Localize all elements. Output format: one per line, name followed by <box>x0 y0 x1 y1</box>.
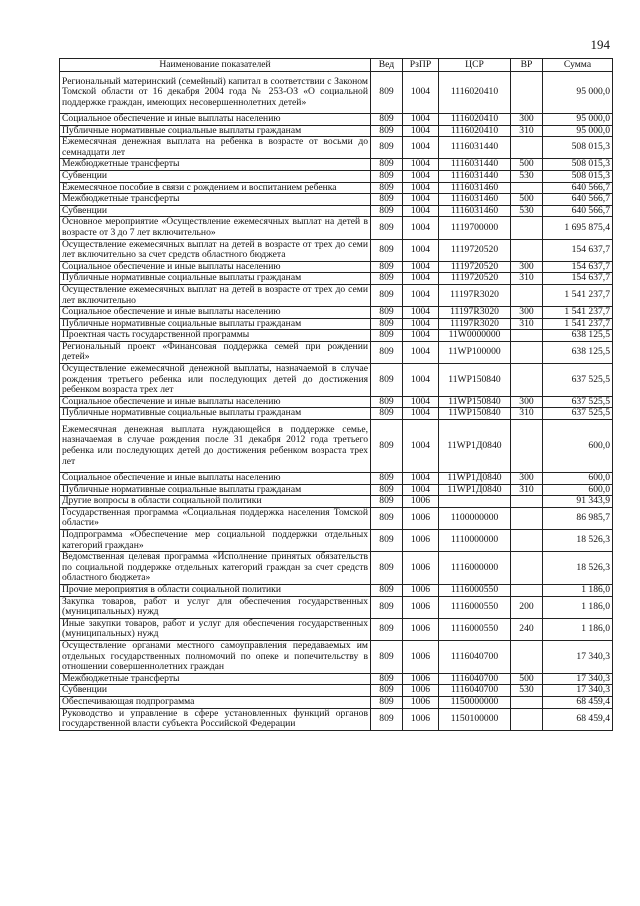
page-number: 194 <box>590 37 610 52</box>
row-name: Проектная часть государственной программы <box>60 330 371 342</box>
row-rzpr: 1006 <box>403 584 439 596</box>
row-name: Субвенции <box>60 685 371 697</box>
row-csr: 1150100000 <box>439 708 511 730</box>
row-rzpr: 1004 <box>403 72 439 114</box>
row-ved: 809 <box>371 170 403 182</box>
row-csr: 1150000000 <box>439 696 511 708</box>
row-name: Государственная программа «Социальная поддержка населения Томской области» <box>60 507 371 529</box>
table-row <box>60 530 613 552</box>
row-csr: 1116000000 <box>439 552 511 585</box>
row-sum: 508 015,3 <box>543 159 613 171</box>
row-rzpr: 1006 <box>403 530 439 552</box>
row-sum: 637 525,5 <box>543 408 613 420</box>
row-vr <box>511 182 543 194</box>
row-rzpr: 1004 <box>403 194 439 206</box>
row-sum: 600,0 <box>543 473 613 485</box>
row-rzpr: 1006 <box>403 708 439 730</box>
row-ved: 809 <box>371 341 403 363</box>
row-vr <box>511 640 543 673</box>
row-sum: 18 526,3 <box>543 530 613 552</box>
row-vr <box>511 341 543 363</box>
row-name: Закупка товаров, работ и услуг для обеспечения государственных (муниципальных) нужд <box>60 596 371 618</box>
row-ved: 809 <box>371 708 403 730</box>
row-sum: 637 525,5 <box>543 396 613 408</box>
table-row <box>60 507 613 529</box>
row-rzpr: 1006 <box>403 596 439 618</box>
table-row <box>60 364 613 397</box>
table-row <box>60 137 613 159</box>
row-name: Социальное обеспечение и иные выплаты населению <box>60 473 371 485</box>
row-rzpr: 1004 <box>403 341 439 363</box>
row-rzpr: 1004 <box>403 170 439 182</box>
row-csr: 1116031460 <box>439 205 511 217</box>
row-ved: 809 <box>371 307 403 319</box>
row-rzpr: 1006 <box>403 618 439 640</box>
row-sum: 508 015,3 <box>543 137 613 159</box>
table-row <box>60 420 613 473</box>
row-vr: 300 <box>511 261 543 273</box>
row-name: Социальное обеспечение и иные выплаты населению <box>60 261 371 273</box>
table-row <box>60 114 613 126</box>
row-rzpr: 1004 <box>403 420 439 473</box>
row-sum: 637 525,5 <box>543 364 613 397</box>
table-row <box>60 484 613 496</box>
row-csr: 1116031440 <box>439 137 511 159</box>
table-body <box>60 72 613 731</box>
row-vr: 500 <box>511 673 543 685</box>
row-name: Межбюджетные трансферты <box>60 159 371 171</box>
row-vr <box>511 284 543 306</box>
row-ved: 809 <box>371 584 403 596</box>
row-ved: 809 <box>371 137 403 159</box>
row-ved: 809 <box>371 673 403 685</box>
row-ved: 809 <box>371 685 403 697</box>
row-name: Межбюджетные трансферты <box>60 194 371 206</box>
row-rzpr: 1004 <box>403 284 439 306</box>
row-ved: 809 <box>371 318 403 330</box>
row-rzpr: 1004 <box>403 182 439 194</box>
row-name: Основное мероприятие «Осуществление ежемесячных выплат на детей в возрасте от 3 до 7 лет включительно» <box>60 217 371 239</box>
row-ved: 809 <box>371 408 403 420</box>
row-name: Региональный проект «Финансовая поддержка семей при рождении детей» <box>60 341 371 363</box>
header-csr: ЦСР <box>439 59 511 72</box>
row-name: Социальное обеспечение и иные выплаты населению <box>60 114 371 126</box>
table-row <box>60 330 613 342</box>
row-csr: 1116020410 <box>439 72 511 114</box>
row-rzpr: 1004 <box>403 137 439 159</box>
table-row <box>60 159 613 171</box>
row-csr: 1116000550 <box>439 618 511 640</box>
row-ved: 809 <box>371 205 403 217</box>
row-name: Ежемесячная денежная выплата на ребенка в возрасте от восьми до семнадцати лет <box>60 137 371 159</box>
row-ved: 809 <box>371 552 403 585</box>
row-sum: 1 186,0 <box>543 596 613 618</box>
row-csr: 1116040700 <box>439 673 511 685</box>
row-csr: 1119720520 <box>439 273 511 285</box>
row-csr: 1116020410 <box>439 125 511 137</box>
row-ved: 809 <box>371 273 403 285</box>
row-rzpr: 1004 <box>403 205 439 217</box>
row-vr: 530 <box>511 205 543 217</box>
row-vr: 310 <box>511 125 543 137</box>
row-name: Ведомственная целевая программа «Исполнение принятых обязательств по социальной поддержке отдельных категорий граждан за счет средств областного бюджета» <box>60 552 371 585</box>
row-csr <box>439 496 511 508</box>
row-ved: 809 <box>371 496 403 508</box>
row-ved: 809 <box>371 217 403 239</box>
row-csr: 11WP100000 <box>439 341 511 363</box>
row-rzpr: 1004 <box>403 114 439 126</box>
row-csr: 11197R3020 <box>439 318 511 330</box>
row-vr <box>511 530 543 552</box>
row-rzpr: 1006 <box>403 552 439 585</box>
row-sum: 640 566,7 <box>543 194 613 206</box>
row-name: Прочие мероприятия в области социальной политики <box>60 584 371 596</box>
row-sum: 17 340,3 <box>543 685 613 697</box>
row-ved: 809 <box>371 261 403 273</box>
row-name: Социальное обеспечение и иные выплаты населению <box>60 396 371 408</box>
header-name: Наименование показателей <box>60 59 371 72</box>
row-ved: 809 <box>371 330 403 342</box>
row-name: Осуществление органами местного самоуправления передаваемых им отдельных государственных полномочий по опеке и попечительству в отношении совершеннолетних граждан <box>60 640 371 673</box>
row-csr: 11WP1Д0840 <box>439 473 511 485</box>
table-row <box>60 194 613 206</box>
row-sum: 508 015,3 <box>543 170 613 182</box>
row-vr: 300 <box>511 473 543 485</box>
row-vr: 500 <box>511 194 543 206</box>
row-sum: 600,0 <box>543 420 613 473</box>
row-rzpr: 1004 <box>403 239 439 261</box>
row-name: Публичные нормативные социальные выплаты гражданам <box>60 125 371 137</box>
table-row <box>60 182 613 194</box>
row-vr <box>511 239 543 261</box>
table-row <box>60 696 613 708</box>
row-ved: 809 <box>371 284 403 306</box>
row-name: Другие вопросы в области социальной политики <box>60 496 371 508</box>
row-vr: 310 <box>511 273 543 285</box>
row-csr: 1116031440 <box>439 170 511 182</box>
row-rzpr: 1004 <box>403 125 439 137</box>
row-csr: 11197R3020 <box>439 307 511 319</box>
row-vr: 530 <box>511 685 543 697</box>
row-ved: 809 <box>371 239 403 261</box>
row-vr <box>511 330 543 342</box>
row-csr: 11WP150840 <box>439 364 511 397</box>
table-row <box>60 284 613 306</box>
row-name: Осуществление ежемесячных выплат на детей в возрасте от трех до семи лет включительно <box>60 284 371 306</box>
row-ved: 809 <box>371 640 403 673</box>
row-name: Руководство и управление в сфере установленных функций органов государственной власти субъекта Российской Федерации <box>60 708 371 730</box>
row-vr: 310 <box>511 318 543 330</box>
row-rzpr: 1004 <box>403 261 439 273</box>
table-row <box>60 596 613 618</box>
row-sum: 86 985,7 <box>543 507 613 529</box>
row-name: Субвенции <box>60 170 371 182</box>
row-rzpr: 1004 <box>403 330 439 342</box>
row-ved: 809 <box>371 159 403 171</box>
row-sum: 68 459,4 <box>543 708 613 730</box>
row-csr: 11WP150840 <box>439 396 511 408</box>
row-ved: 809 <box>371 125 403 137</box>
row-csr: 1119720520 <box>439 239 511 261</box>
row-sum: 95 000,0 <box>543 125 613 137</box>
row-sum: 1 186,0 <box>543 618 613 640</box>
row-vr <box>511 696 543 708</box>
table-row <box>60 239 613 261</box>
row-sum: 1 541 237,7 <box>543 318 613 330</box>
row-rzpr: 1006 <box>403 640 439 673</box>
row-ved: 809 <box>371 530 403 552</box>
table-row <box>60 217 613 239</box>
row-vr: 310 <box>511 484 543 496</box>
table-row <box>60 618 613 640</box>
row-sum: 154 637,7 <box>543 239 613 261</box>
table-row <box>60 473 613 485</box>
row-sum: 1 541 237,7 <box>543 284 613 306</box>
row-sum: 154 637,7 <box>543 273 613 285</box>
row-rzpr: 1004 <box>403 217 439 239</box>
row-rzpr: 1006 <box>403 673 439 685</box>
row-csr: 1116031440 <box>439 159 511 171</box>
row-name: Осуществление ежемесячной денежной выплаты, назначаемой в случае рождения третьего ребенка или последующих детей до достижения ребенком возраста трех лет <box>60 364 371 397</box>
row-vr <box>511 552 543 585</box>
row-csr: 1119700000 <box>439 217 511 239</box>
row-rzpr: 1004 <box>403 396 439 408</box>
table-row <box>60 205 613 217</box>
row-name: Публичные нормативные социальные выплаты гражданам <box>60 318 371 330</box>
row-name: Иные закупки товаров, работ и услуг для обеспечения государственных (муниципальных) нужд <box>60 618 371 640</box>
row-sum: 640 566,7 <box>543 205 613 217</box>
table-row <box>60 307 613 319</box>
table-row <box>60 261 613 273</box>
row-name: Ежемесячное пособие в связи с рождением и воспитанием ребенка <box>60 182 371 194</box>
row-vr <box>511 496 543 508</box>
row-csr: 1116040700 <box>439 640 511 673</box>
row-vr: 300 <box>511 307 543 319</box>
row-name: Социальное обеспечение и иные выплаты населению <box>60 307 371 319</box>
row-vr <box>511 507 543 529</box>
table-row <box>60 408 613 420</box>
row-name: Субвенции <box>60 205 371 217</box>
row-rzpr: 1004 <box>403 318 439 330</box>
table-row <box>60 318 613 330</box>
row-sum: 95 000,0 <box>543 114 613 126</box>
table-row <box>60 552 613 585</box>
row-vr <box>511 364 543 397</box>
table-header-row <box>60 59 613 72</box>
row-csr: 11197R3020 <box>439 284 511 306</box>
row-vr <box>511 217 543 239</box>
row-rzpr: 1006 <box>403 496 439 508</box>
row-ved: 809 <box>371 72 403 114</box>
table-row <box>60 708 613 730</box>
row-rzpr: 1004 <box>403 159 439 171</box>
row-vr <box>511 72 543 114</box>
row-ved: 809 <box>371 364 403 397</box>
row-vr: 310 <box>511 408 543 420</box>
row-sum: 154 637,7 <box>543 261 613 273</box>
row-csr: 11WP150840 <box>439 408 511 420</box>
table-row <box>60 396 613 408</box>
table-row <box>60 673 613 685</box>
row-vr <box>511 420 543 473</box>
header-vr: ВР <box>511 59 543 72</box>
row-ved: 809 <box>371 484 403 496</box>
table-row <box>60 496 613 508</box>
row-csr: 1119720520 <box>439 261 511 273</box>
row-vr: 240 <box>511 618 543 640</box>
row-sum: 18 526,3 <box>543 552 613 585</box>
row-csr: 1100000000 <box>439 507 511 529</box>
row-vr: 200 <box>511 596 543 618</box>
table-row <box>60 640 613 673</box>
row-vr: 300 <box>511 396 543 408</box>
row-rzpr: 1004 <box>403 473 439 485</box>
row-sum: 17 340,3 <box>543 673 613 685</box>
row-name: Ежемесячная денежная выплата нуждающейся в поддержке семье, назначаемая в случае рождения после 31 декабря 2012 года третьего ребенка или последующих детей до достижения ребенком возраста трех лет <box>60 420 371 473</box>
row-name: Региональный материнский (семейный) капитал в соответствии с Законом Томской области от 16 декабря 2004 года № 253-ОЗ «О социальной поддержке граждан, имеющих несовершеннолетних детей» <box>60 72 371 114</box>
row-sum: 1 541 237,7 <box>543 307 613 319</box>
row-vr <box>511 708 543 730</box>
row-csr: 1116000550 <box>439 584 511 596</box>
row-vr <box>511 137 543 159</box>
row-csr: 1116020410 <box>439 114 511 126</box>
row-name: Подпрограмма «Обеспечение мер социальной поддержки отдельных категорий граждан» <box>60 530 371 552</box>
row-ved: 809 <box>371 182 403 194</box>
row-sum: 1 695 875,4 <box>543 217 613 239</box>
row-rzpr: 1004 <box>403 364 439 397</box>
row-vr <box>511 584 543 596</box>
row-ved: 809 <box>371 618 403 640</box>
row-ved: 809 <box>371 396 403 408</box>
budget-table <box>59 58 613 731</box>
row-rzpr: 1004 <box>403 484 439 496</box>
row-csr: 1116000550 <box>439 596 511 618</box>
row-sum: 640 566,7 <box>543 182 613 194</box>
row-sum: 17 340,3 <box>543 640 613 673</box>
row-ved: 809 <box>371 114 403 126</box>
row-ved: 809 <box>371 507 403 529</box>
row-rzpr: 1006 <box>403 685 439 697</box>
row-name: Обеспечивающая подпрограмма <box>60 696 371 708</box>
header-ved: Вед <box>371 59 403 72</box>
table-row <box>60 72 613 114</box>
row-vr: 300 <box>511 114 543 126</box>
row-csr: 1110000000 <box>439 530 511 552</box>
row-rzpr: 1004 <box>403 273 439 285</box>
row-sum: 68 459,4 <box>543 696 613 708</box>
row-name: Межбюджетные трансферты <box>60 673 371 685</box>
row-csr: 11W0000000 <box>439 330 511 342</box>
row-csr: 1116031460 <box>439 182 511 194</box>
row-rzpr: 1004 <box>403 307 439 319</box>
row-ved: 809 <box>371 420 403 473</box>
table-row <box>60 170 613 182</box>
table-row <box>60 125 613 137</box>
row-csr: 11WP1Д0840 <box>439 484 511 496</box>
table-row <box>60 341 613 363</box>
table-row <box>60 273 613 285</box>
row-ved: 809 <box>371 696 403 708</box>
header-rzpr: РзПР <box>403 59 439 72</box>
row-rzpr: 1006 <box>403 507 439 529</box>
row-sum: 1 186,0 <box>543 584 613 596</box>
table-row <box>60 685 613 697</box>
row-ved: 809 <box>371 473 403 485</box>
row-csr: 1116031460 <box>439 194 511 206</box>
table-row <box>60 584 613 596</box>
row-sum: 91 343,9 <box>543 496 613 508</box>
row-sum: 600,0 <box>543 484 613 496</box>
row-name: Осуществление ежемесячных выплат на детей в возрасте от трех до семи лет включительно за счет средств областного бюджета <box>60 239 371 261</box>
row-sum: 95 000,0 <box>543 72 613 114</box>
row-ved: 809 <box>371 194 403 206</box>
row-csr: 1116040700 <box>439 685 511 697</box>
row-sum: 638 125,5 <box>543 330 613 342</box>
row-name: Публичные нормативные социальные выплаты гражданам <box>60 408 371 420</box>
header-sum: Сумма <box>543 59 613 72</box>
row-ved: 809 <box>371 596 403 618</box>
row-name: Публичные нормативные социальные выплаты гражданам <box>60 484 371 496</box>
row-vr: 530 <box>511 170 543 182</box>
row-rzpr: 1006 <box>403 696 439 708</box>
row-sum: 638 125,5 <box>543 341 613 363</box>
row-csr: 11WP1Д0840 <box>439 420 511 473</box>
row-rzpr: 1004 <box>403 408 439 420</box>
row-name: Публичные нормативные социальные выплаты гражданам <box>60 273 371 285</box>
row-vr: 500 <box>511 159 543 171</box>
